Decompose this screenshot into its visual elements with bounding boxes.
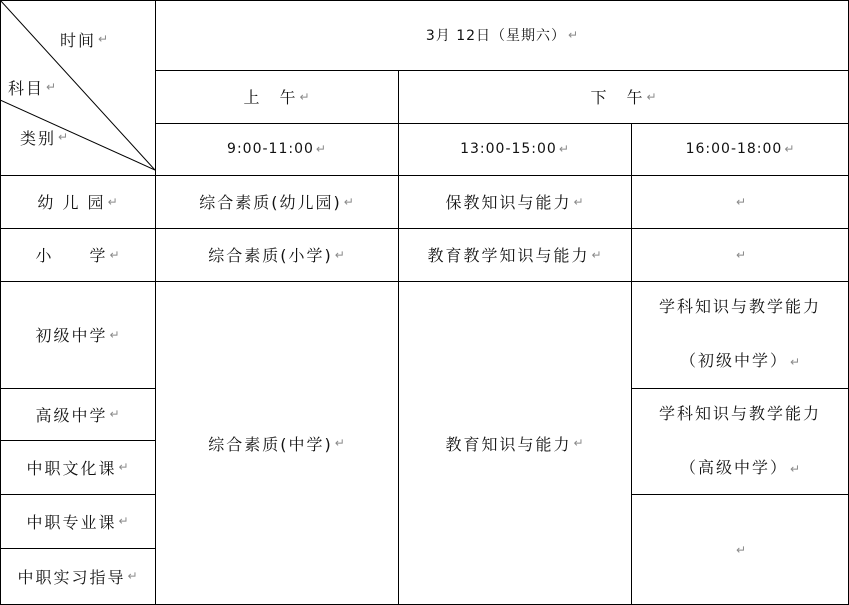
paragraph-mark-icon: ↵ — [118, 460, 129, 474]
time-slot-1 — [155, 123, 398, 175]
primary-pm1-subject — [398, 228, 631, 281]
category-vocational-practice — [0, 548, 155, 604]
junior-pm2-subject — [631, 281, 849, 388]
subject-text: 学科知识与教学能力 — [658, 297, 821, 316]
subject-text: 综合素质(小学) — [208, 246, 333, 265]
paragraph-mark-icon: ↵ — [334, 247, 345, 262]
paragraph-mark-icon: ↵ — [591, 247, 602, 262]
vocational-pm2-empty — [631, 494, 849, 605]
paragraph-mark-icon: ↵ — [568, 28, 579, 42]
category-text: 中职实习指导 — [17, 567, 126, 587]
category-vocational-major — [0, 494, 155, 548]
kindergarten-pm2-empty — [631, 175, 849, 228]
subject-text: 综合素质(中学) — [208, 434, 333, 454]
paragraph-mark-icon: ↵ — [58, 130, 69, 144]
paragraph-mark-icon: ↵ — [109, 247, 120, 262]
category-senior-middle — [0, 388, 155, 440]
category-primary — [0, 228, 155, 281]
paragraph-mark-icon: ↵ — [334, 436, 345, 450]
afternoon-header — [398, 70, 849, 123]
paragraph-mark-icon: ↵ — [735, 542, 747, 557]
subject-subtext-line — [680, 441, 800, 496]
category-text: 初级中学 — [35, 326, 108, 345]
afternoon-text: 下 午 — [590, 88, 645, 107]
paragraph-mark-icon: ↵ — [558, 142, 569, 156]
subject-label: 科目 — [8, 78, 45, 98]
senior-pm2-subject — [631, 388, 849, 494]
time-slot-text: 16:00-18:00 — [685, 141, 783, 157]
paragraph-mark-icon: ↵ — [789, 461, 801, 476]
category-vocational-culture — [0, 440, 155, 494]
date-text: 3月 12日（星期六） — [425, 28, 567, 44]
subject-text: 教育知识与能力 — [445, 434, 572, 454]
paragraph-mark-icon: ↵ — [46, 80, 57, 94]
time-slot-3 — [631, 123, 849, 175]
category-text: 中职专业课 — [26, 512, 117, 532]
subject-text: 学科知识与教学能力 — [658, 403, 821, 423]
paragraph-mark-icon: ↵ — [789, 355, 801, 369]
corner-label-time — [60, 28, 108, 50]
paragraph-mark-icon: ↵ — [299, 89, 310, 104]
paragraph-mark-icon: ↵ — [109, 407, 120, 421]
secondary-morning-subject — [155, 281, 398, 605]
paragraph-mark-icon: ↵ — [573, 436, 584, 450]
morning-header — [155, 70, 398, 123]
paragraph-mark-icon: ↵ — [315, 142, 326, 156]
category-text: 中职文化课 — [26, 458, 117, 478]
paragraph-mark-icon: ↵ — [127, 569, 138, 583]
time-slot-text: 9:00-11:00 — [227, 141, 314, 157]
primary-pm2-empty — [631, 228, 849, 281]
subject-text: （初级中学） — [679, 351, 788, 370]
corner-label-category — [20, 126, 68, 148]
time-label: 时间 — [60, 30, 97, 50]
morning-text: 上 午 — [243, 88, 298, 107]
category-junior-middle — [0, 281, 155, 388]
paragraph-mark-icon: ↵ — [107, 194, 118, 209]
kindergarten-pm1-subject — [398, 175, 631, 228]
paragraph-mark-icon: ↵ — [735, 194, 747, 209]
category-text: 高级中学 — [35, 405, 108, 425]
paragraph-mark-icon: ↵ — [735, 247, 747, 262]
time-slot-2 — [398, 123, 631, 175]
subject-text: 综合素质(幼儿园) — [199, 193, 342, 212]
paragraph-mark-icon: ↵ — [573, 194, 584, 209]
date-header — [155, 0, 849, 70]
category-text: 小 学 — [35, 246, 108, 265]
subject-text: 保教知识与能力 — [445, 193, 572, 212]
paragraph-mark-icon: ↵ — [109, 327, 120, 342]
paragraph-mark-icon: ↵ — [343, 194, 354, 209]
category-text: 幼 儿 园 — [37, 193, 106, 212]
category-kindergarten — [0, 175, 155, 228]
primary-morning-subject — [155, 228, 398, 281]
paragraph-mark-icon: ↵ — [118, 514, 129, 528]
category-label: 类别 — [20, 128, 57, 148]
subject-subtext-line — [680, 334, 800, 389]
subject-text: 教育教学知识与能力 — [427, 246, 590, 265]
paragraph-mark-icon: ↵ — [784, 142, 795, 156]
secondary-pm1-subject — [398, 281, 631, 605]
kindergarten-morning-subject — [155, 175, 398, 228]
corner-label-subject — [8, 76, 56, 98]
time-slot-text: 13:00-15:00 — [460, 141, 557, 157]
subject-text: （高级中学） — [679, 457, 788, 477]
paragraph-mark-icon: ↵ — [98, 32, 109, 46]
paragraph-mark-icon: ↵ — [646, 89, 657, 104]
